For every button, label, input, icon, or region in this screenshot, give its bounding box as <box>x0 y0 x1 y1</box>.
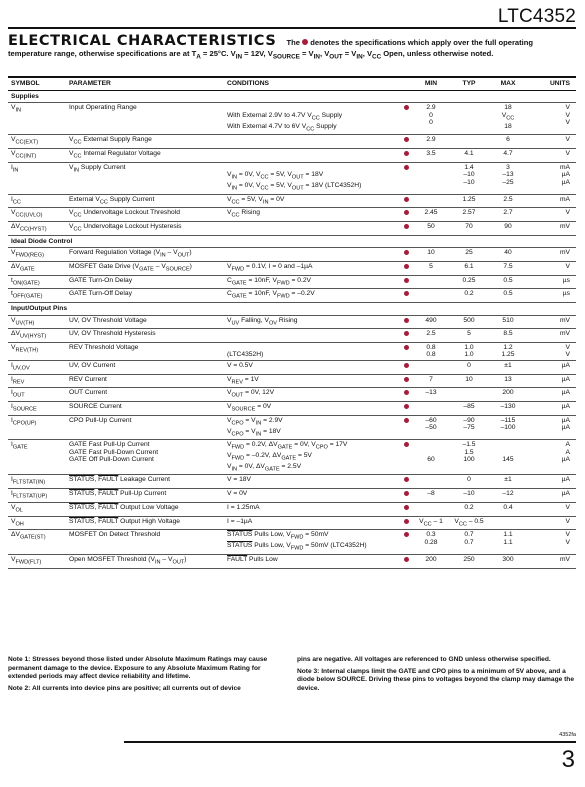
section-row <box>8 235 576 247</box>
dot-cell <box>400 135 412 149</box>
units-cell: V V <box>528 530 576 554</box>
min-cell: 200 <box>412 554 450 568</box>
symbol-cell: $I_{REV}$ <box>8 374 66 388</box>
header-rule <box>8 27 576 29</box>
section-title: ELECTRICAL CHARACTERISTICS <box>8 33 277 49</box>
dot-cell <box>400 530 412 554</box>
min-cell <box>412 275 450 289</box>
symbol-cell: $\Delta V_{GATE(ST)}$ <box>8 530 66 554</box>
parameter-cell: OUT Current <box>66 388 224 402</box>
table-row <box>8 360 576 374</box>
typ-cell: 4.1 <box>450 149 488 163</box>
document-number: 4352fa <box>559 732 576 738</box>
dot-cell <box>400 222 412 236</box>
conditions-cell: $V_{FWD} = 0.2V$, $\Delta V_{GATE} = 0V$, $V_{CPO} = 17V$ $V_{FWD} = -0.2V$, $\Delta V_{GATE} = 5V$ $V_{IN} = 0V$, $\Delta V_{GATE} = 2.5V$ <box>224 440 400 475</box>
conditions-cell <box>224 248 400 262</box>
symbol-cell: $V_{OL}$ <box>8 502 66 516</box>
parameter-cell: Input Operating Range <box>66 103 224 135</box>
typ-cell: 2.57 <box>450 208 488 222</box>
conditions-cell: With External 2.9V to 4.7V $V_{CC}$ Supply With External 4.7V to 6V $V_{CC}$ Supply <box>224 103 400 135</box>
header-units: UNITS <box>528 77 576 91</box>
max-cell: 0.5 <box>488 275 528 289</box>
symbol-cell: $I_{FLTSTAT(IN)}$ <box>8 475 66 489</box>
min-cell: 2.5 <box>412 329 450 343</box>
table-row <box>8 208 576 222</box>
dot-cell <box>400 248 412 262</box>
temperature-range-dot-icon <box>404 224 409 229</box>
min-cell <box>412 502 450 516</box>
min-cell <box>412 360 450 374</box>
min-cell: $V_{CC} - 1$ <box>412 516 450 530</box>
section-title-cell: Supplies <box>8 91 576 103</box>
temperature-range-dot-icon <box>404 532 409 537</box>
parameter-cell: SOURCE Current <box>66 402 224 416</box>
conditions-cell: $V_{SOURCE} = 0V$ <box>224 402 400 416</box>
table-row <box>8 329 576 343</box>
typ-cell: –85 <box>450 402 488 416</box>
symbol-cell: $V_{CC(EXT)}$ <box>8 135 66 149</box>
min-cell: –8 <box>412 489 450 503</box>
min-cell <box>412 194 450 208</box>
conditions-cell <box>224 135 400 149</box>
conditions-cell <box>224 222 400 236</box>
typ-cell: 1.4 –10 –10 <box>450 162 488 194</box>
dot-cell <box>400 415 412 439</box>
table-row <box>8 315 576 329</box>
typ-cell: 0.2 <box>450 502 488 516</box>
min-cell: 3.5 <box>412 149 450 163</box>
table-row <box>8 162 576 194</box>
dot-cell <box>400 315 412 329</box>
max-cell: 1.1 1.1 <box>488 530 528 554</box>
max-cell: 3 –13 –25 <box>488 162 528 194</box>
parameter-cell: STATUS, FAULT Pull-Up Current <box>66 489 224 503</box>
part-number: LTC4352 <box>497 6 576 27</box>
typ-cell: 70 <box>450 222 488 236</box>
temperature-range-dot-icon <box>404 210 409 215</box>
parameter-cell: STATUS, FAULT Output Low Voltage <box>66 502 224 516</box>
conditions-cell: $V_{CC}$ Rising <box>224 208 400 222</box>
header-parameter: PARAMETER <box>66 77 224 91</box>
typ-cell <box>450 135 488 149</box>
temperature-range-dot-icon <box>404 491 409 496</box>
header-min: MIN <box>412 77 450 91</box>
max-cell: 90 <box>488 222 528 236</box>
conditions-cell <box>224 149 400 163</box>
header-typ: TYP <box>450 77 488 91</box>
units-cell: V <box>528 261 576 275</box>
max-cell: –115 –100 <box>488 415 528 439</box>
units-cell: µA <box>528 475 576 489</box>
symbol-cell: $I_{IN}$ <box>8 162 66 194</box>
parameter-cell: Forward Regulation Voltage $(V_{IN} - V_{OUT})$ <box>66 248 224 262</box>
typ-cell: 6.1 <box>450 261 488 275</box>
table-row <box>8 275 576 289</box>
min-cell: 2.9 0 0 <box>412 103 450 135</box>
temperature-range-dot-icon <box>404 264 409 269</box>
note-1: Note 1: Stresses beyond those listed under Absolute Maximum Ratings may cause permanent damage to the device. Exposure to any Absolute Maximum Rating for extended periods may affect device reliability and lifetime. <box>8 656 268 681</box>
typ-cell: 0 <box>450 475 488 489</box>
temperature-range-dot-icon <box>404 377 409 382</box>
max-cell: 510 <box>488 315 528 329</box>
table-row <box>8 475 576 489</box>
units-cell: mV <box>528 554 576 568</box>
note-3: Note 3: Internal clamps limit the GATE and CPO pins to a minimum of 5V above, and a diode below SOURCE. Driving these pins to voltages beyond the clamp may damage the device. <box>297 667 574 692</box>
max-cell <box>488 516 528 530</box>
dot-cell <box>400 516 412 530</box>
max-cell: 2.5 <box>488 194 528 208</box>
temperature-range-dot-icon <box>404 137 409 142</box>
symbol-cell: $V_{REV(TH)}$ <box>8 343 66 361</box>
conditions-cell: $V_{FWD} = 0.1V$, I = 0 and –1µA <box>224 261 400 275</box>
typ-cell: 0.25 <box>450 275 488 289</box>
dot-cell <box>400 554 412 568</box>
symbol-cell: $\Delta V_{UV(HYST)}$ <box>8 329 66 343</box>
min-cell: –60 –50 <box>412 415 450 439</box>
ec-lead: The <box>286 38 300 47</box>
table-row <box>8 103 576 135</box>
max-cell: –12 <box>488 489 528 503</box>
units-cell: A A µA <box>528 440 576 475</box>
temperature-range-dot-icon <box>404 404 409 409</box>
temperature-range-dot-icon <box>404 105 409 110</box>
dot-cell <box>400 360 412 374</box>
dot-cell <box>400 388 412 402</box>
max-cell: 8.5 <box>488 329 528 343</box>
symbol-cell: $I_{GATE}$ <box>8 440 66 475</box>
units-cell: mV <box>528 248 576 262</box>
table-row <box>8 516 576 530</box>
min-cell: 0.3 0.28 <box>412 530 450 554</box>
footer-rule <box>124 741 576 743</box>
parameter-cell: GATE Turn-On Delay <box>66 275 224 289</box>
typ-cell: 250 <box>450 554 488 568</box>
header-max: MAX <box>488 77 528 91</box>
typ-cell: 500 <box>450 315 488 329</box>
temperature-range-dot-icon <box>404 250 409 255</box>
typ-cell: 10 <box>450 374 488 388</box>
conditions-cell: $V_{OUT} = 0V$, 12V <box>224 388 400 402</box>
conditions-cell: $V_{CPO} = V_{IN} = 2.9V$ $V_{CPO} = V_{IN} = 18V$ <box>224 415 400 439</box>
typ-cell: –1.5 1.5 100 <box>450 440 488 475</box>
units-cell: V <box>528 149 576 163</box>
units-cell: mV <box>528 329 576 343</box>
section-title-cell: Ideal Diode Control <box>8 235 576 247</box>
temperature-range-dot-icon <box>404 345 409 350</box>
symbol-cell: $\Delta V_{CC(HYST)}$ <box>8 222 66 236</box>
dot-cell <box>400 343 412 361</box>
temperature-range-dot-icon <box>404 331 409 336</box>
units-cell: V <box>528 516 576 530</box>
symbol-cell: $V_{CC(UVLO)}$ <box>8 208 66 222</box>
parameter-cell: UV, OV Threshold Voltage <box>66 315 224 329</box>
section-title-cell: Input/Output Pins <box>8 303 576 315</box>
dot-cell <box>400 275 412 289</box>
table-row <box>8 343 576 361</box>
symbol-cell: $V_{OH}$ <box>8 516 66 530</box>
temperature-range-dot-icon <box>404 318 409 323</box>
symbol-cell: $I_{FLTSTAT(UP)}$ <box>8 489 66 503</box>
temperature-range-dot-icon <box>404 505 409 510</box>
conditions-cell: $V_{IN} = 0V$, $V_{CC} = 5V$, $V_{OUT} = 18V$ $V_{IN} = 0V$, $V_{CC} = 5V$, $V_{OUT} = 18V$ (LTC4352H) <box>224 162 400 194</box>
parameter-cell: GATE Fast Pull-Up Current GATE Fast Pull-Down Current GATE Off Pull-Down Current <box>66 440 224 475</box>
table-row <box>8 194 576 208</box>
min-cell: 50 <box>412 222 450 236</box>
max-cell: 0.5 <box>488 289 528 303</box>
dot-cell <box>400 208 412 222</box>
min-cell: 10 <box>412 248 450 262</box>
temperature-range-dot-icon <box>404 442 409 447</box>
table-row <box>8 222 576 236</box>
min-cell <box>412 402 450 416</box>
typ-cell: 25 <box>450 248 488 262</box>
symbol-cell: $V_{UV(TH)}$ <box>8 315 66 329</box>
max-cell: –130 <box>488 402 528 416</box>
min-cell: 7 <box>412 374 450 388</box>
table-row <box>8 415 576 439</box>
temperature-range-dot-icon <box>404 390 409 395</box>
parameter-cell: $V_{CC}$ Internal Regulator Voltage <box>66 149 224 163</box>
parameter-cell: REV Current <box>66 374 224 388</box>
note-2: Note 2: All currents into device pins are positive; all currents out of device <box>8 684 241 692</box>
parameter-cell: STATUS, FAULT Output High Voltage <box>66 516 224 530</box>
notes-right <box>297 656 575 696</box>
temperature-range-dot-icon <box>404 278 409 283</box>
units-cell: mA µA µA <box>528 162 576 194</box>
conditions-cell: FAULT Pulls Low <box>224 554 400 568</box>
dot-cell <box>400 103 412 135</box>
parameter-cell: $V_{CC}$ Undervoltage Lockout Threshold <box>66 208 224 222</box>
max-cell: 7.5 <box>488 261 528 275</box>
conditions-cell: $C_{GATE} = 10nF$, $V_{FWD} = -0.2V$ <box>224 289 400 303</box>
parameter-cell: $V_{IN}$ Supply Current <box>66 162 224 194</box>
conditions-cell: $C_{GATE} = 10nF$, $V_{FWD} = 0.2V$ <box>224 275 400 289</box>
temperature-range-dot-icon <box>404 363 409 368</box>
min-cell: –13 <box>412 388 450 402</box>
dot-cell <box>400 162 412 194</box>
conditions-cell: V = 18V <box>224 475 400 489</box>
min-cell: 490 <box>412 315 450 329</box>
units-cell: V <box>528 208 576 222</box>
table-row <box>8 289 576 303</box>
table-header-row <box>8 77 576 91</box>
header-conditions: CONDITIONS <box>224 77 400 91</box>
units-cell: µA <box>528 360 576 374</box>
symbol-cell: $V_{IN}$ <box>8 103 66 135</box>
max-cell: 200 <box>488 388 528 402</box>
conditions-cell: (LTC4352H) <box>224 343 400 361</box>
max-cell: 1.2 1.25 <box>488 343 528 361</box>
notes-left <box>8 656 286 696</box>
temperature-range-dot-icon <box>404 197 409 202</box>
dot-cell <box>400 261 412 275</box>
typ-cell: 0.7 0.7 <box>450 530 488 554</box>
table-row <box>8 248 576 262</box>
max-cell: 13 <box>488 374 528 388</box>
symbol-cell: $I_{CC}$ <box>8 194 66 208</box>
units-cell: µA <box>528 402 576 416</box>
symbol-cell: $I_{UV,OV}$ <box>8 360 66 374</box>
parameter-cell: $V_{CC}$ External Supply Range <box>66 135 224 149</box>
dot-cell <box>400 194 412 208</box>
parameter-cell: MOSFET On Detect Threshold <box>66 530 224 554</box>
max-cell: ±1 <box>488 360 528 374</box>
conditions-cell: V = 0V <box>224 489 400 503</box>
temperature-range-dot-icon <box>404 418 409 423</box>
parameter-cell: STATUS, FAULT Leakage Current <box>66 475 224 489</box>
conditions-cell: $V_{CC} = 5V$, $V_{IN} = 0V$ <box>224 194 400 208</box>
temperature-range-dot-icon <box>404 477 409 482</box>
conditions-cell: $V_{UV}$ Falling, $V_{OV}$ Rising <box>224 315 400 329</box>
dot-cell <box>400 402 412 416</box>
table-row <box>8 388 576 402</box>
max-cell: 2.7 <box>488 208 528 222</box>
min-cell <box>412 162 450 194</box>
symbol-cell: $t_{ON(GATE)}$ <box>8 275 66 289</box>
parameter-cell: UV, OV Threshold Hysteresis <box>66 329 224 343</box>
units-cell: µA <box>528 374 576 388</box>
table-row <box>8 489 576 503</box>
dot-cell <box>400 149 412 163</box>
conditions-cell: I = 1.25mA <box>224 502 400 516</box>
table-row <box>8 502 576 516</box>
typ-cell: 0 <box>450 360 488 374</box>
typ-cell: $V_{CC} - 0.5$ <box>450 516 488 530</box>
temperature-range-dot-icon <box>404 165 409 170</box>
symbol-cell: $\Delta V_{GATE}$ <box>8 261 66 275</box>
symbol-cell: $V_{FWD(REG)}$ <box>8 248 66 262</box>
table-row <box>8 402 576 416</box>
max-cell: 40 <box>488 248 528 262</box>
typ-cell: 1.25 <box>450 194 488 208</box>
parameter-cell: $V_{CC}$ Undervoltage Lockout Hysteresis <box>66 222 224 236</box>
table-row <box>8 554 576 568</box>
table-row <box>8 149 576 163</box>
max-cell: 4.7 <box>488 149 528 163</box>
symbol-cell: $t_{OFF(GATE)}$ <box>8 289 66 303</box>
spec-dot-icon <box>302 39 308 45</box>
units-cell: V V V <box>528 103 576 135</box>
page-number: 3 <box>561 746 575 773</box>
min-cell: 2.9 <box>412 135 450 149</box>
units-cell: µs <box>528 289 576 303</box>
dot-cell <box>400 489 412 503</box>
conditions-cell: $V_{REV} = 1V$ <box>224 374 400 388</box>
ec-intro <box>8 33 578 63</box>
dot-cell <box>400 440 412 475</box>
typ-cell <box>450 388 488 402</box>
section-row <box>8 303 576 315</box>
table-row <box>8 440 576 475</box>
conditions-cell: I = –1µA <box>224 516 400 530</box>
min-cell: 0.8 0.8 <box>412 343 450 361</box>
typ-cell: 1.0 1.0 <box>450 343 488 361</box>
min-cell <box>412 475 450 489</box>
symbol-cell: $I_{OUT}$ <box>8 388 66 402</box>
electrical-characteristics-table <box>8 76 576 569</box>
units-cell: V <box>528 135 576 149</box>
parameter-cell: External $V_{CC}$ Supply Current <box>66 194 224 208</box>
ec-conditions: denotes the specifications which apply over the full operating temperature range, otherwise specifications are at $T_A = 25^\circ C$. $V_{IN} = 12V$, $V_{SOURCE} = V_{IN}$, $V_{OUT} = V_{IN}$, $V_{CC}$ Open, unless otherwise noted. <box>8 38 534 61</box>
max-cell: 0.4 <box>488 502 528 516</box>
header-dot <box>400 77 412 91</box>
min-cell <box>412 289 450 303</box>
table-body <box>8 91 576 569</box>
dot-cell <box>400 374 412 388</box>
symbol-cell: $I_{CPO(UP)}$ <box>8 415 66 439</box>
parameter-cell: CPO Pull-Up Current <box>66 415 224 439</box>
parameter-cell: REV Threshold Voltage <box>66 343 224 361</box>
max-cell: ±1 <box>488 475 528 489</box>
typ-cell: 0.2 <box>450 289 488 303</box>
min-cell: 2.45 <box>412 208 450 222</box>
symbol-cell: $V_{FWD(FLT)}$ <box>8 554 66 568</box>
parameter-cell: MOSFET Gate Drive $(V_{GATE} - V_{SOURCE})$ <box>66 261 224 275</box>
header-symbol: SYMBOL <box>8 77 66 91</box>
symbol-cell: $I_{SOURCE}$ <box>8 402 66 416</box>
units-cell: mA <box>528 194 576 208</box>
typ-cell: –10 <box>450 489 488 503</box>
table-row <box>8 530 576 554</box>
typ-cell <box>450 103 488 135</box>
parameter-cell: UV, OV Current <box>66 360 224 374</box>
min-cell: 60 <box>412 440 450 475</box>
dot-cell <box>400 329 412 343</box>
dot-cell <box>400 475 412 489</box>
max-cell: 6 <box>488 135 528 149</box>
note-2-continued: pins are negative. All voltages are referenced to GND unless otherwise specified. <box>297 656 551 663</box>
conditions-cell: V = 0.5V <box>224 360 400 374</box>
parameter-cell: Open MOSFET Threshold $(V_{IN} - V_{OUT})$ <box>66 554 224 568</box>
max-cell: 18 $V_{CC}$ 18 <box>488 103 528 135</box>
units-cell: V V <box>528 343 576 361</box>
conditions-cell <box>224 329 400 343</box>
units-cell: µA <box>528 489 576 503</box>
min-cell: 5 <box>412 261 450 275</box>
symbol-cell: $V_{CC(INT)}$ <box>8 149 66 163</box>
units-cell: mV <box>528 315 576 329</box>
dot-cell <box>400 289 412 303</box>
conditions-cell: STATUS Pulls Low, $V_{FWD} = 50mV$ STATUS Pulls Low, $V_{FWD} = 50mV$ (LTC4352H) <box>224 530 400 554</box>
typ-cell: –90 –75 <box>450 415 488 439</box>
units-cell: µA µA <box>528 415 576 439</box>
temperature-range-dot-icon <box>404 151 409 156</box>
temperature-range-dot-icon <box>404 291 409 296</box>
units-cell: mV <box>528 222 576 236</box>
section-row <box>8 91 576 103</box>
units-cell: µs <box>528 275 576 289</box>
dot-cell <box>400 502 412 516</box>
units-cell: µA <box>528 388 576 402</box>
temperature-range-dot-icon <box>404 519 409 524</box>
temperature-range-dot-icon <box>404 557 409 562</box>
max-cell: 145 <box>488 440 528 475</box>
table-row <box>8 374 576 388</box>
units-cell: V <box>528 502 576 516</box>
max-cell: 300 <box>488 554 528 568</box>
table-row <box>8 135 576 149</box>
table-row <box>8 261 576 275</box>
typ-cell: 5 <box>450 329 488 343</box>
parameter-cell: GATE Turn-Off Delay <box>66 289 224 303</box>
